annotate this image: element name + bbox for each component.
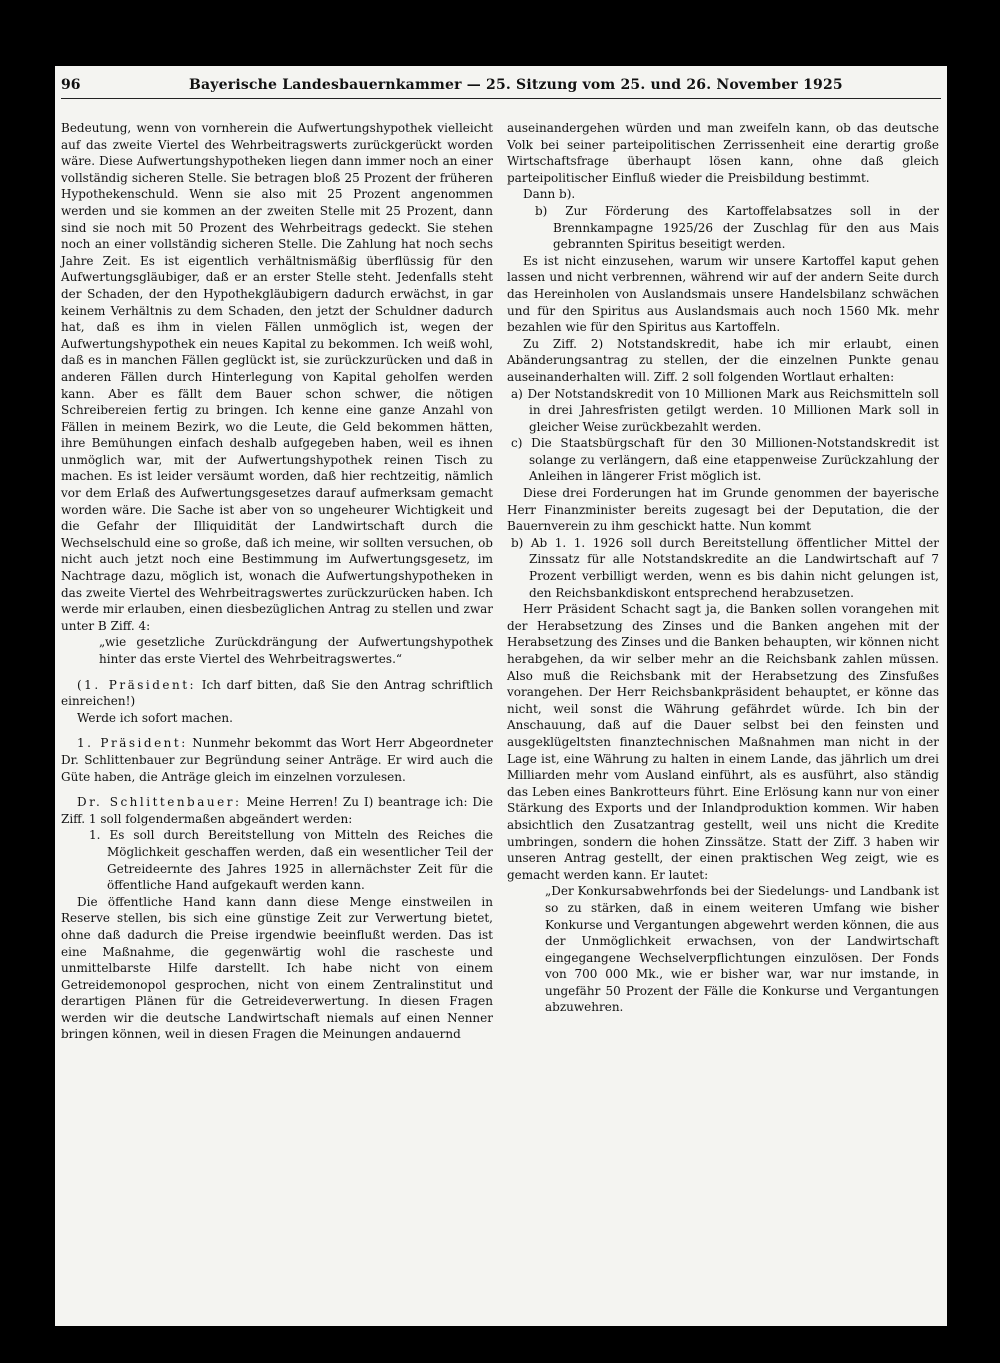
interjection-text: Ich darf bitten, daß Sie den Antrag schriftlich einreichen!): [61, 677, 493, 709]
speech-opening: [61, 794, 493, 827]
motion-item: c) Die Staatsbürgschaft für den 30 Millionen-Notstandskredit ist solange zu verlängern, daß eine etappenweise Zurückzahlung der Anleihen in längerer Frist möglich ist.: [511, 436, 939, 484]
speaker-name: 1. Präsident:: [77, 736, 188, 751]
motion-item: 1. Es soll durch Bereitstellung von Mitteln des Reiches die Möglichkeit geschaffen werden, daß ein wesentlicher Teil der Getreideernte des Jahres 1925 in allernächster Zeit für die öffentliche Hand aufgekauft werden kann.: [89, 828, 493, 893]
paragraph: Bedeutung, wenn von vornherein die Aufwertungshypothek vielleicht auf das zweite Viertel des Wehrbeitragswerts zurückgerückt worden wäre. Diese Aufwertungshypotheken liegen dann immer noch an einer vollständig sicheren Stelle. Sie betragen bloß 25 Prozent der früheren Hypothekenschuld. Wenn sie also mit 25 Prozent angenommen werden und sie kommen an der zweiten Stelle mit 25 Prozent, dann sind sie noch mit 50 Prozent des Wehrbeitrags gedeckt. Sie stehen noch an einer vollständig sicheren Stelle. Die Zahlung hat noch sechs Jahre Zeit. Es ist eigentlich verhältnismäßig überflüssig für den Aufwertungsgläubiger, daß er an erster Stelle steht. Jedenfalls steht der Schaden, der den Hypothekgläubigern dadurch erwächst, in gar keinem Verhältnis zu dem Schaden, den jetzt der Schuldner dadurch hat, daß es ihm in vielen Fällen unmöglich ist, wegen der Aufwertungshypothek ein neues Kapital zu bekommen. Ich weiß wohl, daß es in manchen Fällen geglückt ist, sie zurückzurücken und daß in anderen Fällen durch Hinterlegung von Kapital geholfen werden kann. Aber es fällt dem Bauer schon schwer, die nötigen Schreibereien fertig zu bringen. Ich kenne eine ganze Anzahl von Fällen in meinem Bezirk, wo die Leute, die Geld bekommen hätten, ihre Bemühungen einfach deshalb aufgegeben haben, weil es ihnen unmöglich war, mit der Aufwertungshypothek reinen Tisch zu machen. Es ist leider versäumt worden, daß hier rechtzeitig, nämlich vor dem Erlaß des Aufwertungsgesetzes darauf aufmerksam gemacht worden wäre. Die Sache ist aber von so ungeheurer Wichtigkeit und die Gefahr der Illiquidität der Landwirtschaft durch die Wechselschuld eine so große, daß ich meine, wir sollten versuchen, ob nicht auch jetzt noch eine Bestimmung im Aufwertungsgesetz, im Nachtrage dazu, möglich ist, wonach die Aufwertungshypotheken in das zweite Viertel des Wehrbeitragswertes zurückzurücken haben. Ich werde mir erlauben, einen diesbezüglichen Antrag zu stellen und zwar unter B Ziff. 4:: [61, 121, 493, 633]
speech-text: Meine Herren! Zu I) beantrage ich: Die Ziff. 1 soll folgendermaßen abgeändert werden:: [61, 795, 493, 826]
quoted-motion: „Der Konkursabwehrfonds bei der Siedelungs- und Landbank ist so zu stärken, daß in einem weiteren Umfang wie bisher Konkurse und Vergantungen abgewehrt werden können, die aus der Unmöglichkeit erwachsen, von der Landwirtschaft eingegangene Wechselverpflichtungen einzulösen. Der Fonds von 700 000 Mk., wie er bisher war, war nur imstande, in ungefähr 50 Prozent der Fälle die Konkurse und Vergantungen abzuwehren.: [545, 884, 939, 1015]
running-title: Bayerische Landesbauernkammer — 25. Sitzung vom 25. und 26. November 1925: [189, 77, 843, 93]
page-number: 96: [61, 77, 81, 93]
page-header: [61, 74, 941, 99]
motion-item: b) Zur Förderung des Kartoffelabsatzes soll in der Brennkampagne 1925/26 der Zuschlag für den aus Mais gebrannten Spiritus beseitigt werden.: [535, 203, 939, 252]
paragraph: Werde ich sofort machen.: [77, 710, 233, 725]
paragraph: Diese drei Forderungen hat im Grunde genommen der bayerische Herr Finanzminister bereits zugesagt bei der Deputation, die der Bauernverein zu ihm geschickt hatte. Nun kommt: [507, 486, 939, 534]
paragraph: Herr Präsident Schacht sagt ja, die Banken sollen vorangehen mit der Herabsetzung des Zinses und die Banken angehen mit der Herabsetzung des Zinses und die Banken behaupten, wir können nicht herabgehen, da wir selber mehr an die Reichsbank zahlen müssen. Also muß die Reichsbank mit der Herabsetzung des Zinsfußes vorangehen. Der Herr Reichsbankpräsident behauptet, er könne das nicht, weil sonst die Währung gefährdet würde. Ich bin der Anschauung, daß auf die Dauer selbst bei den feinsten und ausgeklügeltsten finanztechnischen Maßnahmen man nicht in der Lage ist, eine Währung zu halten in einem Lande, das jährlich um drei Milliarden mehr vom Ausland einführt, als es ausführt, also ständig das Leben eines Bankrotteurs führt. Eine Erlösung kann nur von einer Stärkung des Exports und der Inlandproduktion kommen. Wir haben absichtlich den Zusatzantrag gestellt, weil uns nicht die Kredite umbringen, sondern die hohen Zinssätze. Statt der Ziff. 3 haben wir unseren Antrag gestellt, der einen praktischen Weg zeigt, wie es gemacht werden kann. Er lautet:: [507, 602, 939, 882]
motion-item: b) Ab 1. 1. 1926 soll durch Bereitstellung öffentlicher Mittel der Zinssatz für alle Notstandskredite an die Landwirtschaft auf 7 Prozent verbilligt werden, wenn es bis dahin nicht gelungen ist, den Reichsbankdiskont entsprechend herabzusetzen.: [511, 535, 939, 600]
statement-text: Nunmehr bekommt das Wort Herr Abgeordneter Dr. Schlittenbauer zur Begründung seiner Anträge. Er wird auch die Güte haben, die Anträge gleich im einzelnen vorzulesen.: [61, 736, 493, 784]
speaker-name: Dr. Schlittenbauer:: [77, 795, 242, 810]
document-page: [55, 66, 947, 1326]
president-interjection: [61, 677, 493, 710]
paragraph: Zu Ziff. 2) Notstandskredit, habe ich mir erlaubt, einen Abänderungsantrag zu stellen, der die einzelnen Punkte genau auseinanderhalten will. Ziff. 2 soll folgenden Wortlaut erhalten:: [507, 336, 939, 384]
quoted-motion: „wie gesetzliche Zurückdrängung der Aufwertungshypothek hinter das erste Viertel des Wehrbeitragswertes.“: [99, 635, 493, 666]
motion-item: a) Der Notstandskredit von 10 Millionen Mark aus Reichsmitteln soll in drei Jahresfristen getilgt werden. 10 Millionen Mark soll in gleicher Weise zurückbezahlt werden.: [511, 386, 939, 434]
paragraph: Es ist nicht einzusehen, warum wir unsere Kartoffel kaput gehen lassen und nicht verbrennen, während wir auf der andern Seite durch das Hereinholen von Auslandsmais unsere Handelsbilanz schwächen und für den Spiritus aus Auslandsmais auch noch 1560 Mk. mehr bezahlen wie für den Spiritus aus Kartoffeln.: [507, 253, 939, 335]
left-column: [61, 120, 493, 1043]
president-statement: [61, 735, 493, 785]
paragraph: Dann b).: [523, 187, 576, 202]
speaker-name: (1. Präsident:: [77, 677, 197, 692]
paragraph: auseinandergehen würden und man zweifeln kann, ob das deutsche Volk bei seiner parteipolitischen Zerrissenheit eine derartig große Wirtschaftsfrage überhaupt lösen kann, ohne daß gleich parteipolitischer Einfluß wieder die Preisbildung bestimmt.: [507, 121, 939, 185]
paragraph: Die öffentliche Hand kann dann diese Menge einstweilen in Reserve stellen, bis sich eine günstige Zeit zur Verwertung bietet, ohne daß dadurch die Preise irgendwie beeinflußt werden. Das ist eine Maßnahme, die gegenwärtig wohl die rascheste und unmittelbarste Hilfe darstellt. Ich habe nicht von einem Getreidemonopol gesprochen, nicht von einem Zentralinstitut und derartigen Plänen für die Getreideverwertung. In diesen Fragen werden wir die deutsche Landwirtschaft niemals auf einen Nenner bringen können, weil in diesen Fragen die Meinungen andauernd: [61, 894, 493, 1042]
right-column: [507, 120, 939, 1016]
